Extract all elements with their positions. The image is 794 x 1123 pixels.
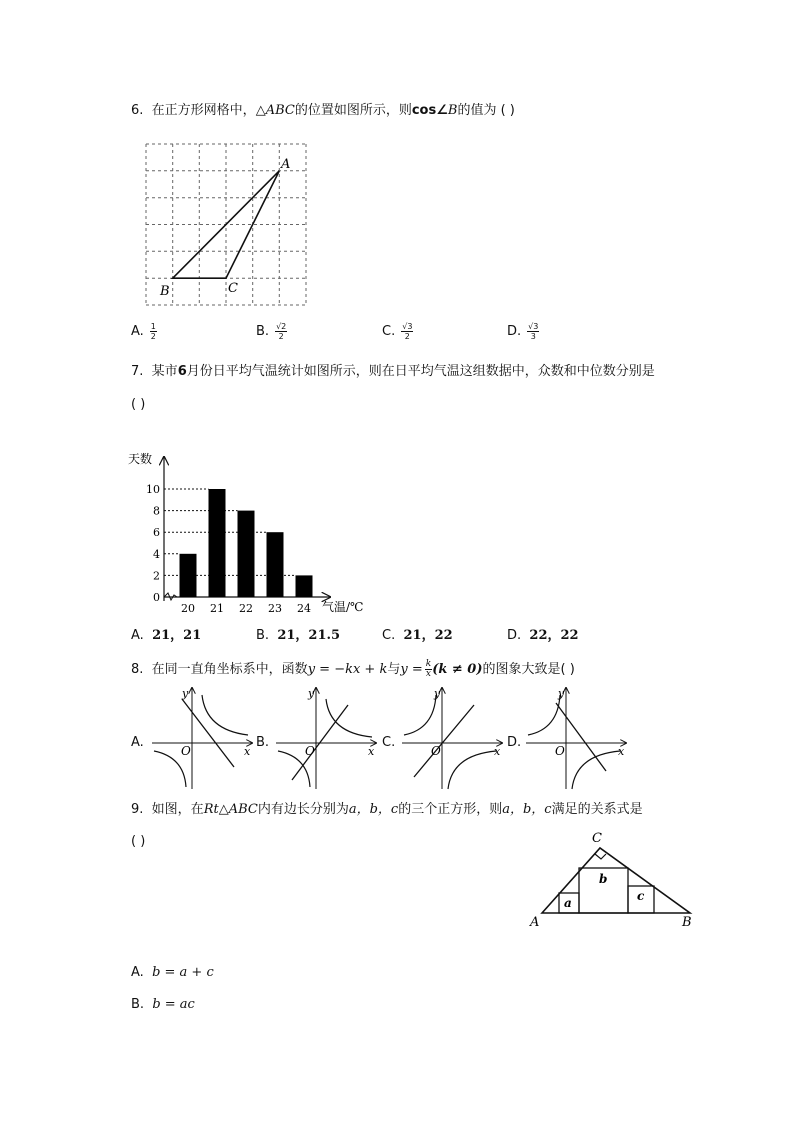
q8-a-x-label: x	[244, 745, 251, 758]
q6-option-a-num: 1	[150, 322, 156, 331]
bar	[267, 532, 284, 597]
q6-triangle: △	[255, 103, 266, 118]
q6-text-post: 的值为 ( )	[457, 103, 515, 118]
q9-rt: Rt△ABC	[203, 802, 258, 817]
q8-c-y-label: y	[434, 687, 441, 700]
q9-label-b: B	[682, 915, 692, 930]
q8-condition: (k ≠ 0)	[432, 662, 483, 677]
bar	[238, 511, 255, 597]
q9-stem	[131, 800, 643, 820]
q9-option-a[interactable]	[131, 965, 214, 980]
q7-option-c-value: 21，22	[403, 628, 453, 643]
q9-text-pre: 如图，在	[151, 802, 204, 817]
q8-b-x-label: x	[368, 745, 375, 758]
q8-text-post: 的图象大致是( )	[482, 662, 575, 677]
q7-option-a-value: 21，21	[152, 628, 202, 643]
q6-option-c-num: √3	[402, 322, 413, 331]
q9-option-a-value: b = a + c	[152, 965, 214, 980]
q8-c-x-label: x	[494, 745, 501, 758]
q6-option-c-den: 2	[404, 332, 410, 341]
x-tick-label: 22	[239, 602, 253, 615]
q7-option-d-letter: D.	[507, 628, 522, 643]
q8-a-origin: O	[181, 744, 191, 758]
q7-text-pre: 某市	[151, 364, 178, 379]
x-axis-label: 气温/℃	[322, 600, 364, 614]
y-tick-label: 4	[153, 547, 160, 561]
q7-option-b-value: 21，21.5	[277, 628, 341, 643]
q8-d-origin: O	[555, 744, 565, 758]
q8-d-x-label: x	[618, 745, 625, 758]
y-tick-label: 10	[146, 483, 160, 496]
q9-label-sb: b	[599, 872, 608, 886]
q9-right-angle-mark	[595, 854, 606, 859]
q8-option-a[interactable]: A.	[131, 735, 144, 750]
q7-option-b-letter: B.	[256, 628, 270, 643]
q6-cos: cos∠	[411, 103, 448, 118]
q9-option-b-value: b = ac	[152, 997, 195, 1012]
q8-frac-x: x	[425, 669, 431, 679]
q6-option-c-letter: C.	[382, 324, 396, 339]
q6-grid-figure	[140, 140, 315, 310]
q9-text-mid: 内有边长分别为	[257, 802, 349, 817]
q8-b-origin: O	[305, 744, 315, 758]
y-axis-label: 天数	[128, 452, 153, 466]
q8-func1: y = −kx + k	[307, 662, 388, 677]
q7-number: 7.	[131, 364, 144, 379]
q8-option-b[interactable]: B.	[256, 735, 270, 750]
q9-label-sa: a	[564, 896, 572, 910]
x-tick-label: 21	[210, 602, 224, 615]
q8-option-c[interactable]: C.	[382, 735, 396, 750]
q9-paren: ( )	[131, 834, 146, 849]
q6-option-d[interactable]	[507, 322, 539, 341]
q7-six: 6	[177, 364, 187, 379]
q8-c-origin: O	[431, 744, 441, 758]
y-tick-label: 8	[153, 504, 160, 518]
q6-option-b-den: 2	[278, 332, 284, 341]
q7-option-a-letter: A.	[131, 628, 144, 643]
q9-option-b[interactable]	[131, 997, 195, 1012]
q6-label-c: C	[228, 281, 238, 296]
q9-label-c: C	[592, 831, 602, 846]
q6-label-b: B	[160, 284, 170, 299]
q8-graph-b	[272, 685, 382, 793]
q9-vars: a，b，c	[348, 802, 399, 817]
q6-number: 6.	[131, 103, 144, 118]
q7-option-d[interactable]	[507, 624, 579, 643]
q9-text-mid2: 的三个正方形，则	[398, 802, 503, 817]
q9-text-post: 满足的关系式是	[551, 802, 643, 817]
q7-option-c-letter: C.	[382, 628, 396, 643]
x-tick-label: 24	[297, 602, 311, 615]
q7-stem	[131, 362, 655, 382]
bar	[296, 575, 313, 597]
q8-graph-d	[522, 685, 632, 793]
q6-option-a-letter: A.	[131, 324, 144, 339]
q9-label-sc: c	[637, 889, 645, 903]
x-tick-label: 20	[181, 602, 195, 615]
q7-bar-chart	[120, 445, 390, 620]
q6-option-d-den: 3	[530, 332, 536, 341]
q6-option-c[interactable]	[382, 322, 413, 341]
x-tick-label: 23	[268, 602, 282, 615]
q8-func2: y =	[400, 662, 423, 677]
y-tick-label: 0	[153, 591, 160, 604]
q8-stem	[131, 660, 575, 680]
q7-paren: ( )	[131, 397, 146, 412]
q9-option-a-letter: A.	[131, 965, 144, 980]
q7-option-b[interactable]	[256, 624, 340, 643]
q8-d-y-label: y	[558, 687, 565, 700]
q6-option-a-den: 2	[150, 332, 156, 341]
q8-number: 8.	[131, 662, 144, 677]
q6-option-a[interactable]	[131, 322, 157, 341]
q7-option-c[interactable]	[382, 624, 453, 643]
q6-option-b-letter: B.	[256, 324, 270, 339]
q8-graph-a	[148, 685, 258, 793]
q9-label-a: A	[530, 915, 540, 930]
q8-b-y-label: y	[308, 687, 315, 700]
bar	[209, 489, 226, 597]
q6-label-a: A	[281, 157, 291, 172]
q8-text-pre: 在同一直角坐标系中，函数	[151, 662, 308, 677]
q9-triangle-figure	[528, 826, 696, 930]
q6-text: 在正方形网格中，	[151, 103, 256, 118]
q6-option-d-num: √3	[528, 322, 539, 331]
q6-stem	[131, 101, 515, 121]
q9-vars2: a，b，c	[502, 802, 552, 817]
q7-option-a[interactable]	[131, 624, 201, 643]
y-tick-label: 6	[153, 526, 160, 540]
q6-option-b[interactable]	[256, 322, 287, 341]
q8-option-d[interactable]: D.	[507, 735, 522, 750]
q6-b: B	[447, 103, 458, 118]
q9-number: 9.	[131, 802, 144, 817]
q9-option-b-letter: B.	[131, 997, 145, 1012]
q8-graph-c	[398, 685, 508, 793]
q7-text-post: 月份日平均气温统计如图所示，则在日平均气温这组数据中，众数和中位数分别是	[186, 364, 655, 379]
q6-option-b-num: √2	[276, 322, 287, 331]
q6-text-mid: 的位置如图所示，则	[294, 103, 412, 118]
bar	[180, 554, 197, 597]
q8-with: 与	[387, 662, 401, 677]
q6-option-d-letter: D.	[507, 324, 522, 339]
q8-frac-k: k	[425, 659, 432, 669]
q8-a-y-label: y	[182, 687, 189, 700]
y-tick-label: 2	[153, 569, 160, 583]
q6-abc: ABC	[265, 103, 295, 118]
q7-option-d-value: 22，22	[529, 628, 579, 643]
